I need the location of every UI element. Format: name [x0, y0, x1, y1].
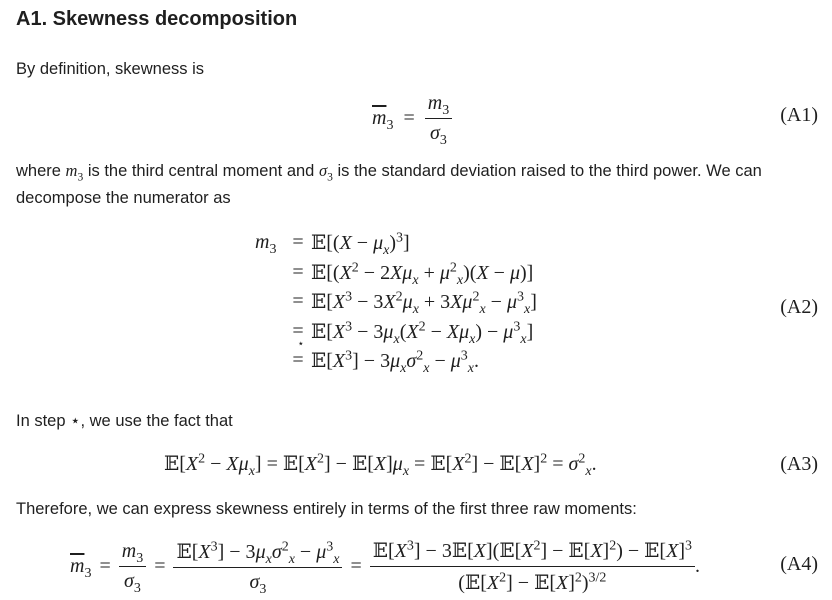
- equation-label-a2: (A2): [780, 296, 818, 318]
- equation-a2: $m_3$ = 𝔼[(X − $\mu_x)^3$] = $𝔼[(X^2 - 2X\mu_x + \mu^2_x)(X - \mu)]$ = $𝔼[X^3 - 3X^2\mu_x + 3X\mu^2_x - \mu^3_x]$ = $𝔼[X^3 - 3\mu_x(X^2 - X\mu_x) - \mu^3_x]$ = ⋆ $𝔼[X^3] - 3\mu_x\sigma^2_x - \mu^3_x$.: [255, 230, 537, 377]
- equation-a1: $\overline{m}_3$ = $\frac{m_3}{\sigma_3}$: [372, 92, 452, 145]
- equation-label-a3: (A3): [780, 453, 818, 475]
- equation-a4: $\overline{m}_3$ = $\frac{m_3}{\sigma_3}$ = $\frac{𝔼[X^3] - 3\mu_x\sigma^2_x - \mu^3_x}{\sigma_3}$ = $\frac{𝔼[X^3] - 3𝔼[X](𝔼[X^2] - 𝔼[X]^2) - 𝔼[X]^3}{(𝔼[X^2] - 𝔼[X]^2)^{3/2}}$ .: [70, 538, 700, 597]
- section-title: A1. Skewness decomposition: [16, 8, 298, 30]
- paragraph-definition: By definition, skewness is: [16, 60, 205, 78]
- paragraph-therefore: Therefore, we can express skewness entirely in terms of the first three raw moments:: [16, 500, 637, 518]
- equation-a3: $𝔼[X^2 - X\mu_x]$ = $𝔼[X^2]$ − $𝔼[X]\mu_x$ = $𝔼[X^2]$ − $𝔼[X]^2 = \sigma^2_x$.: [164, 451, 597, 479]
- equation-label-a1: (A1): [780, 104, 818, 126]
- paragraph-step: In step ⋆, we use the fact that: [16, 412, 233, 430]
- equation-label-a4: (A4): [780, 553, 818, 575]
- paragraph-where: where $m_3$ is the third central moment and $\sigma_3$ is the standard deviation raised to the third power. We can decompose the numerator as: [16, 161, 762, 207]
